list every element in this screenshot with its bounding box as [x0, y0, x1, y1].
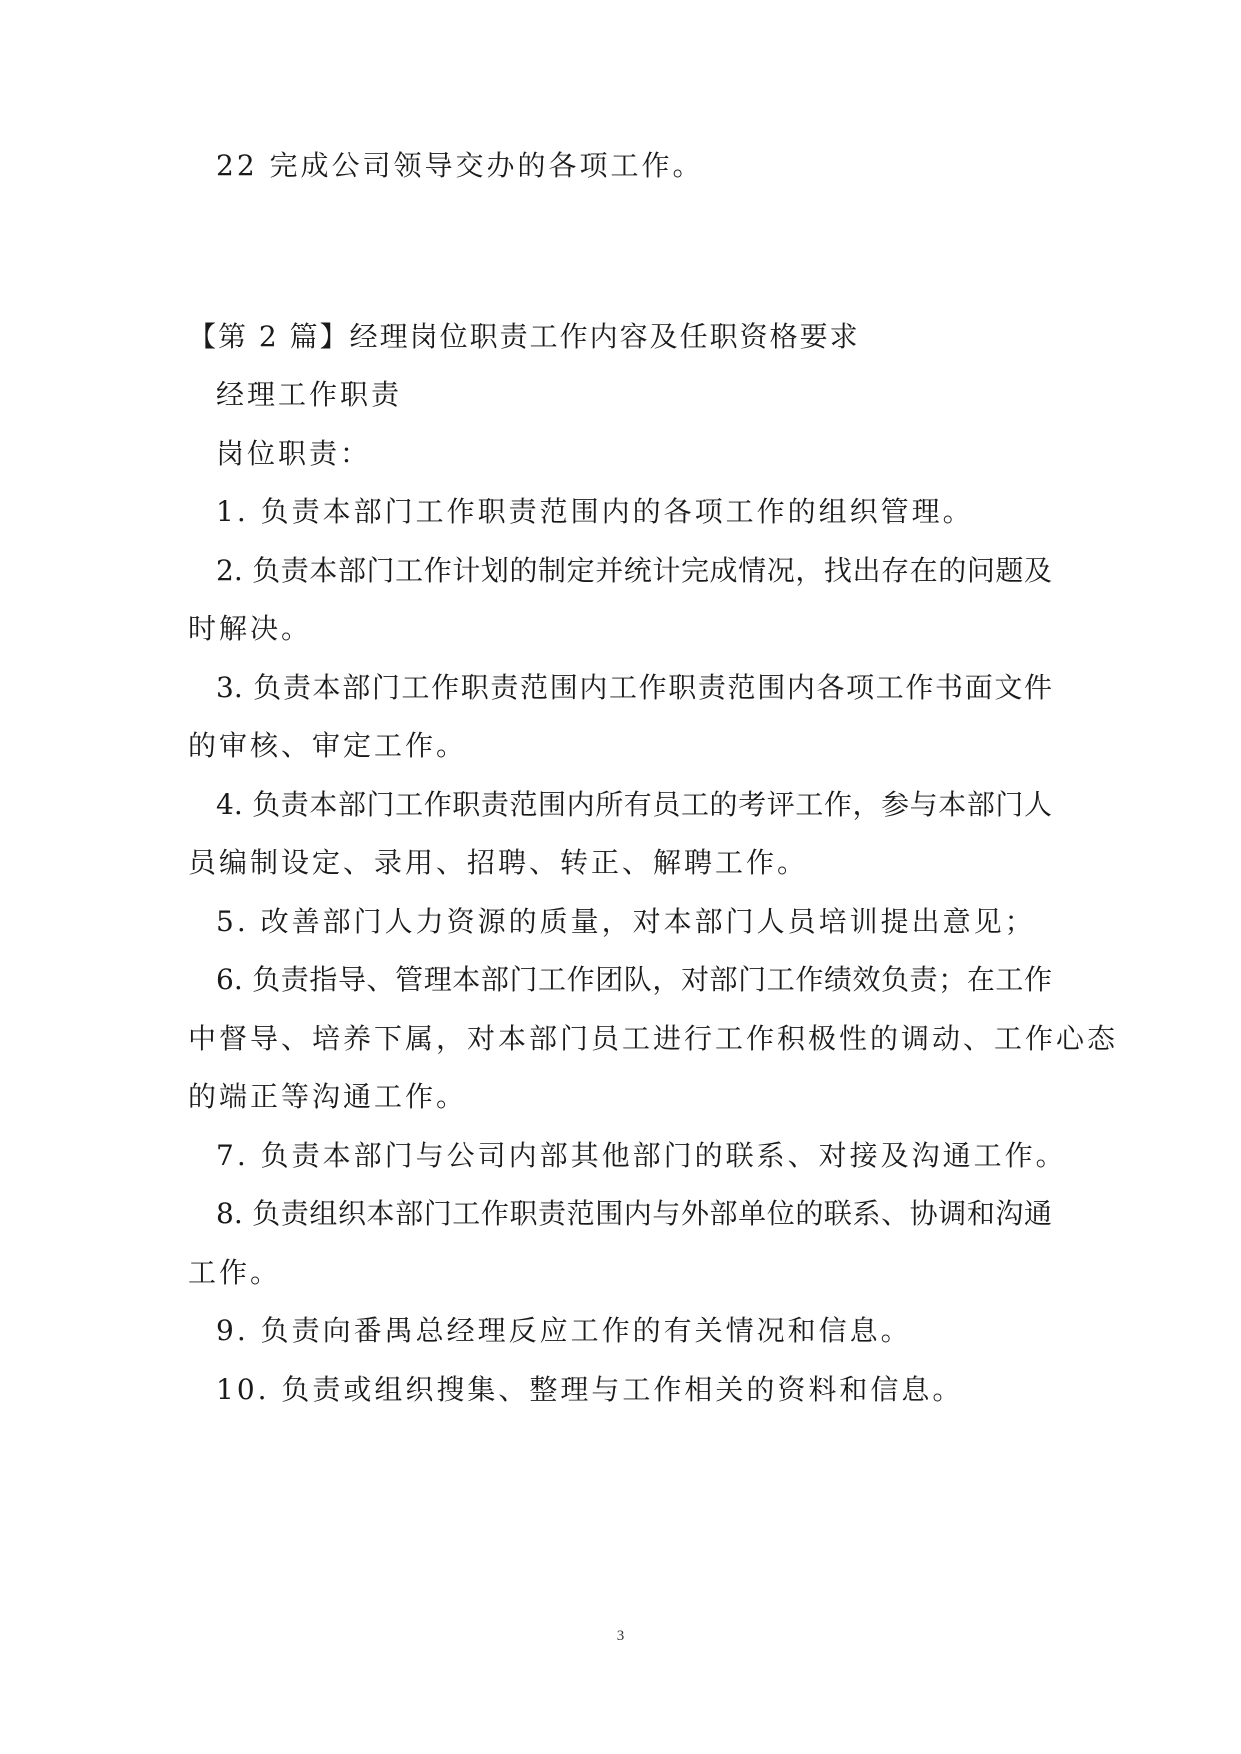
duty-item-1: 1. 负责本部门工作职责范围内的各项工作的组织管理。	[216, 495, 974, 528]
duty-item-3: 3. 负责本部门工作职责范围内工作职责范围内各项工作书面文件	[216, 671, 1052, 704]
duty-item-5: 5. 改善部门人力资源的质量，对本部门人员培训提出意见；	[216, 905, 1036, 938]
duty-item-7: 7. 负责本部门与公司内部其他部门的联系、对接及沟通工作。	[216, 1139, 1067, 1172]
duty-item-8-cont: 工作。	[188, 1256, 282, 1289]
section-heading: 【第 2 篇】经理岗位职责工作内容及任职资格要求	[188, 320, 860, 353]
duty-item-6: 6. 负责指导、管理本部门工作团队，对部门工作绩效负责；在工作	[216, 963, 1052, 996]
duty-item-6-cont-1: 中督导、培养下属，对本部门员工进行工作积极性的调动、工作心态	[188, 1022, 1119, 1055]
duty-item-9: 9. 负责向番禺总经理反应工作的有关情况和信息。	[216, 1314, 912, 1347]
duty-item-2: 2. 负责本部门工作计划的制定并统计完成情况，找出存在的问题及	[216, 554, 1052, 587]
duty-item-10: 10. 负责或组织搜集、整理与工作相关的资料和信息。	[216, 1373, 964, 1406]
page-number: 3	[616, 1628, 625, 1644]
duty-item-8: 8. 负责组织本部门工作职责范围内与外部单位的联系、协调和沟通	[216, 1197, 1052, 1230]
duty-item-2-cont: 时解决。	[188, 612, 313, 645]
paragraph-item-22: 22 完成公司领导交办的各项工作。	[216, 149, 704, 182]
duty-item-4: 4. 负责本部门工作职责范围内所有员工的考评工作，参与本部门人	[216, 788, 1052, 821]
subheading-job-duties: 经理工作职责	[216, 378, 403, 411]
label-responsibilities: 岗位职责：	[216, 437, 372, 470]
duty-item-6-cont-2: 的端正等沟通工作。	[188, 1080, 468, 1113]
duty-item-3-cont: 的审核、审定工作。	[188, 729, 468, 762]
duty-item-4-cont: 员编制设定、录用、招聘、转正、解聘工作。	[188, 846, 809, 879]
